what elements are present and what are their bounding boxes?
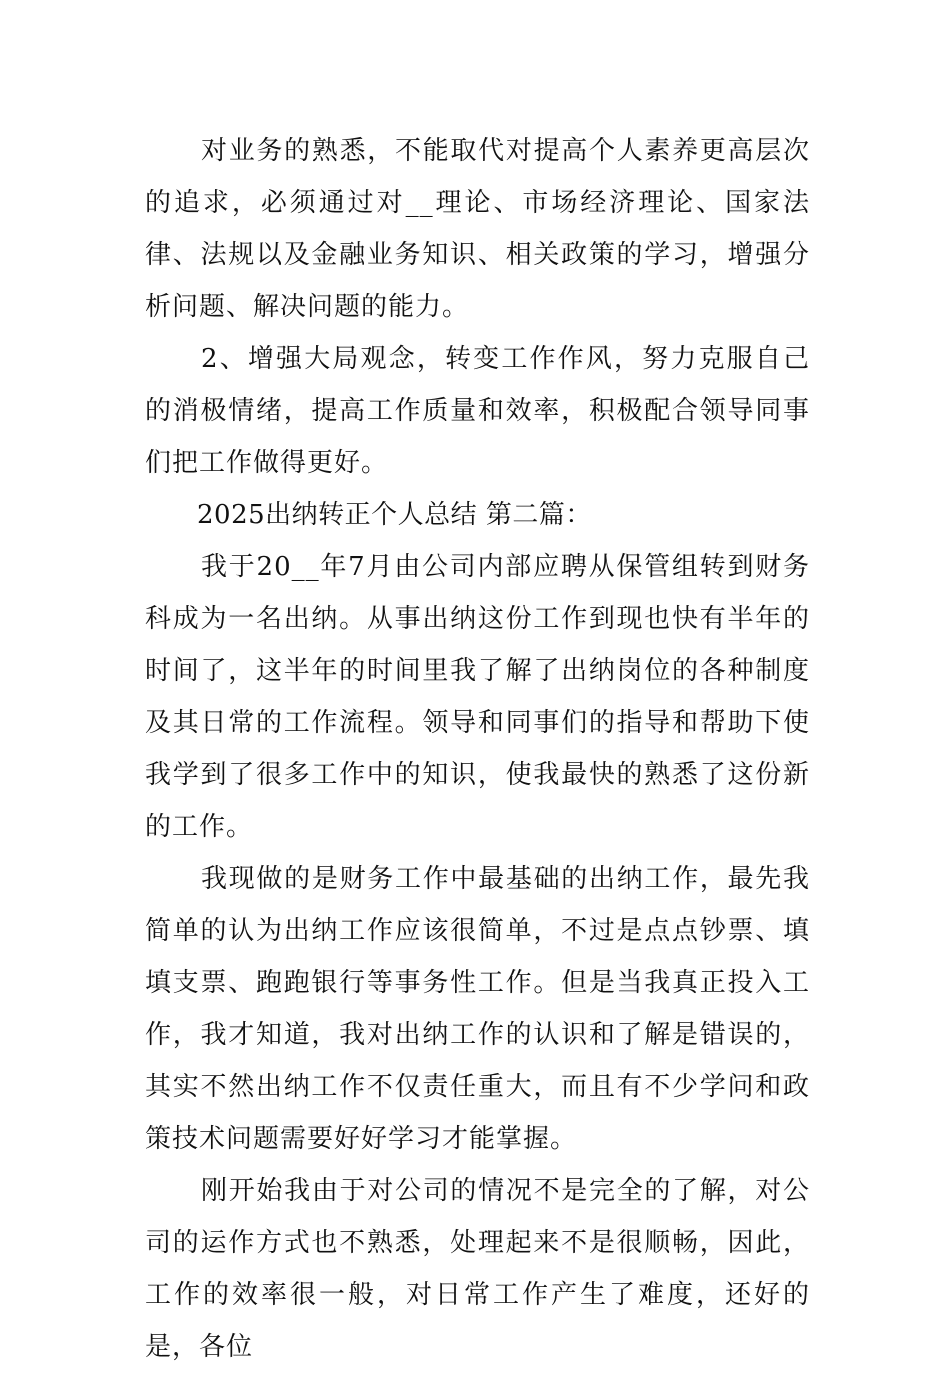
paragraph-work-style: 2、增强大局观念，转变工作作风，努力克服自己的消极情绪，提高工作质量和效率，积极配合领导同事们把工作做得更好。 [145, 344, 810, 478]
paragraph-intro: 我于20__年7月由公司内部应聘从保管组转到财务科成为一名出纳。从事出纳这份工作到现也快有半年的时间了，这半年的时间里我了解了出纳岗位的各种制度及其日常的工作流程。领导和同事们的指导和帮助下使我学到了很多工作中的知识，使我最快的熟悉了这份新的工作。 [145, 552, 810, 842]
paragraph-beginning: 刚开始我由于对公司的情况不是完全的了解，对公司的运作方式也不熟悉，处理起来不是很顺畅，因此，工作的效率很一般，对日常工作产生了难度，还好的是，各位 [145, 1176, 810, 1362]
section-heading: 2025出纳转正个人总结 第二篇： [197, 500, 592, 530]
document-page [145, 125, 810, 1373]
paragraph-qualification: 对业务的熟悉，不能取代对提高个人素养更高层次的追求，必须通过对__理论、市场经济理论、国家法律、法规以及金融业务知识、相关政策的学习，增强分析问题、解决问题的能力。 [145, 136, 810, 322]
paragraph-cashier-work: 我现做的是财务工作中最基础的出纳工作，最先我简单的认为出纳工作应该很简单，不过是点点钞票、填填支票、跑跑银行等事务性工作。但是当我真正投入工作，我才知道，我对出纳工作的认识和了解是错误的，其实不然出纳工作不仅责任重大，而且有不少学问和政策技术问题需要好好学习才能掌握。 [145, 864, 810, 1154]
